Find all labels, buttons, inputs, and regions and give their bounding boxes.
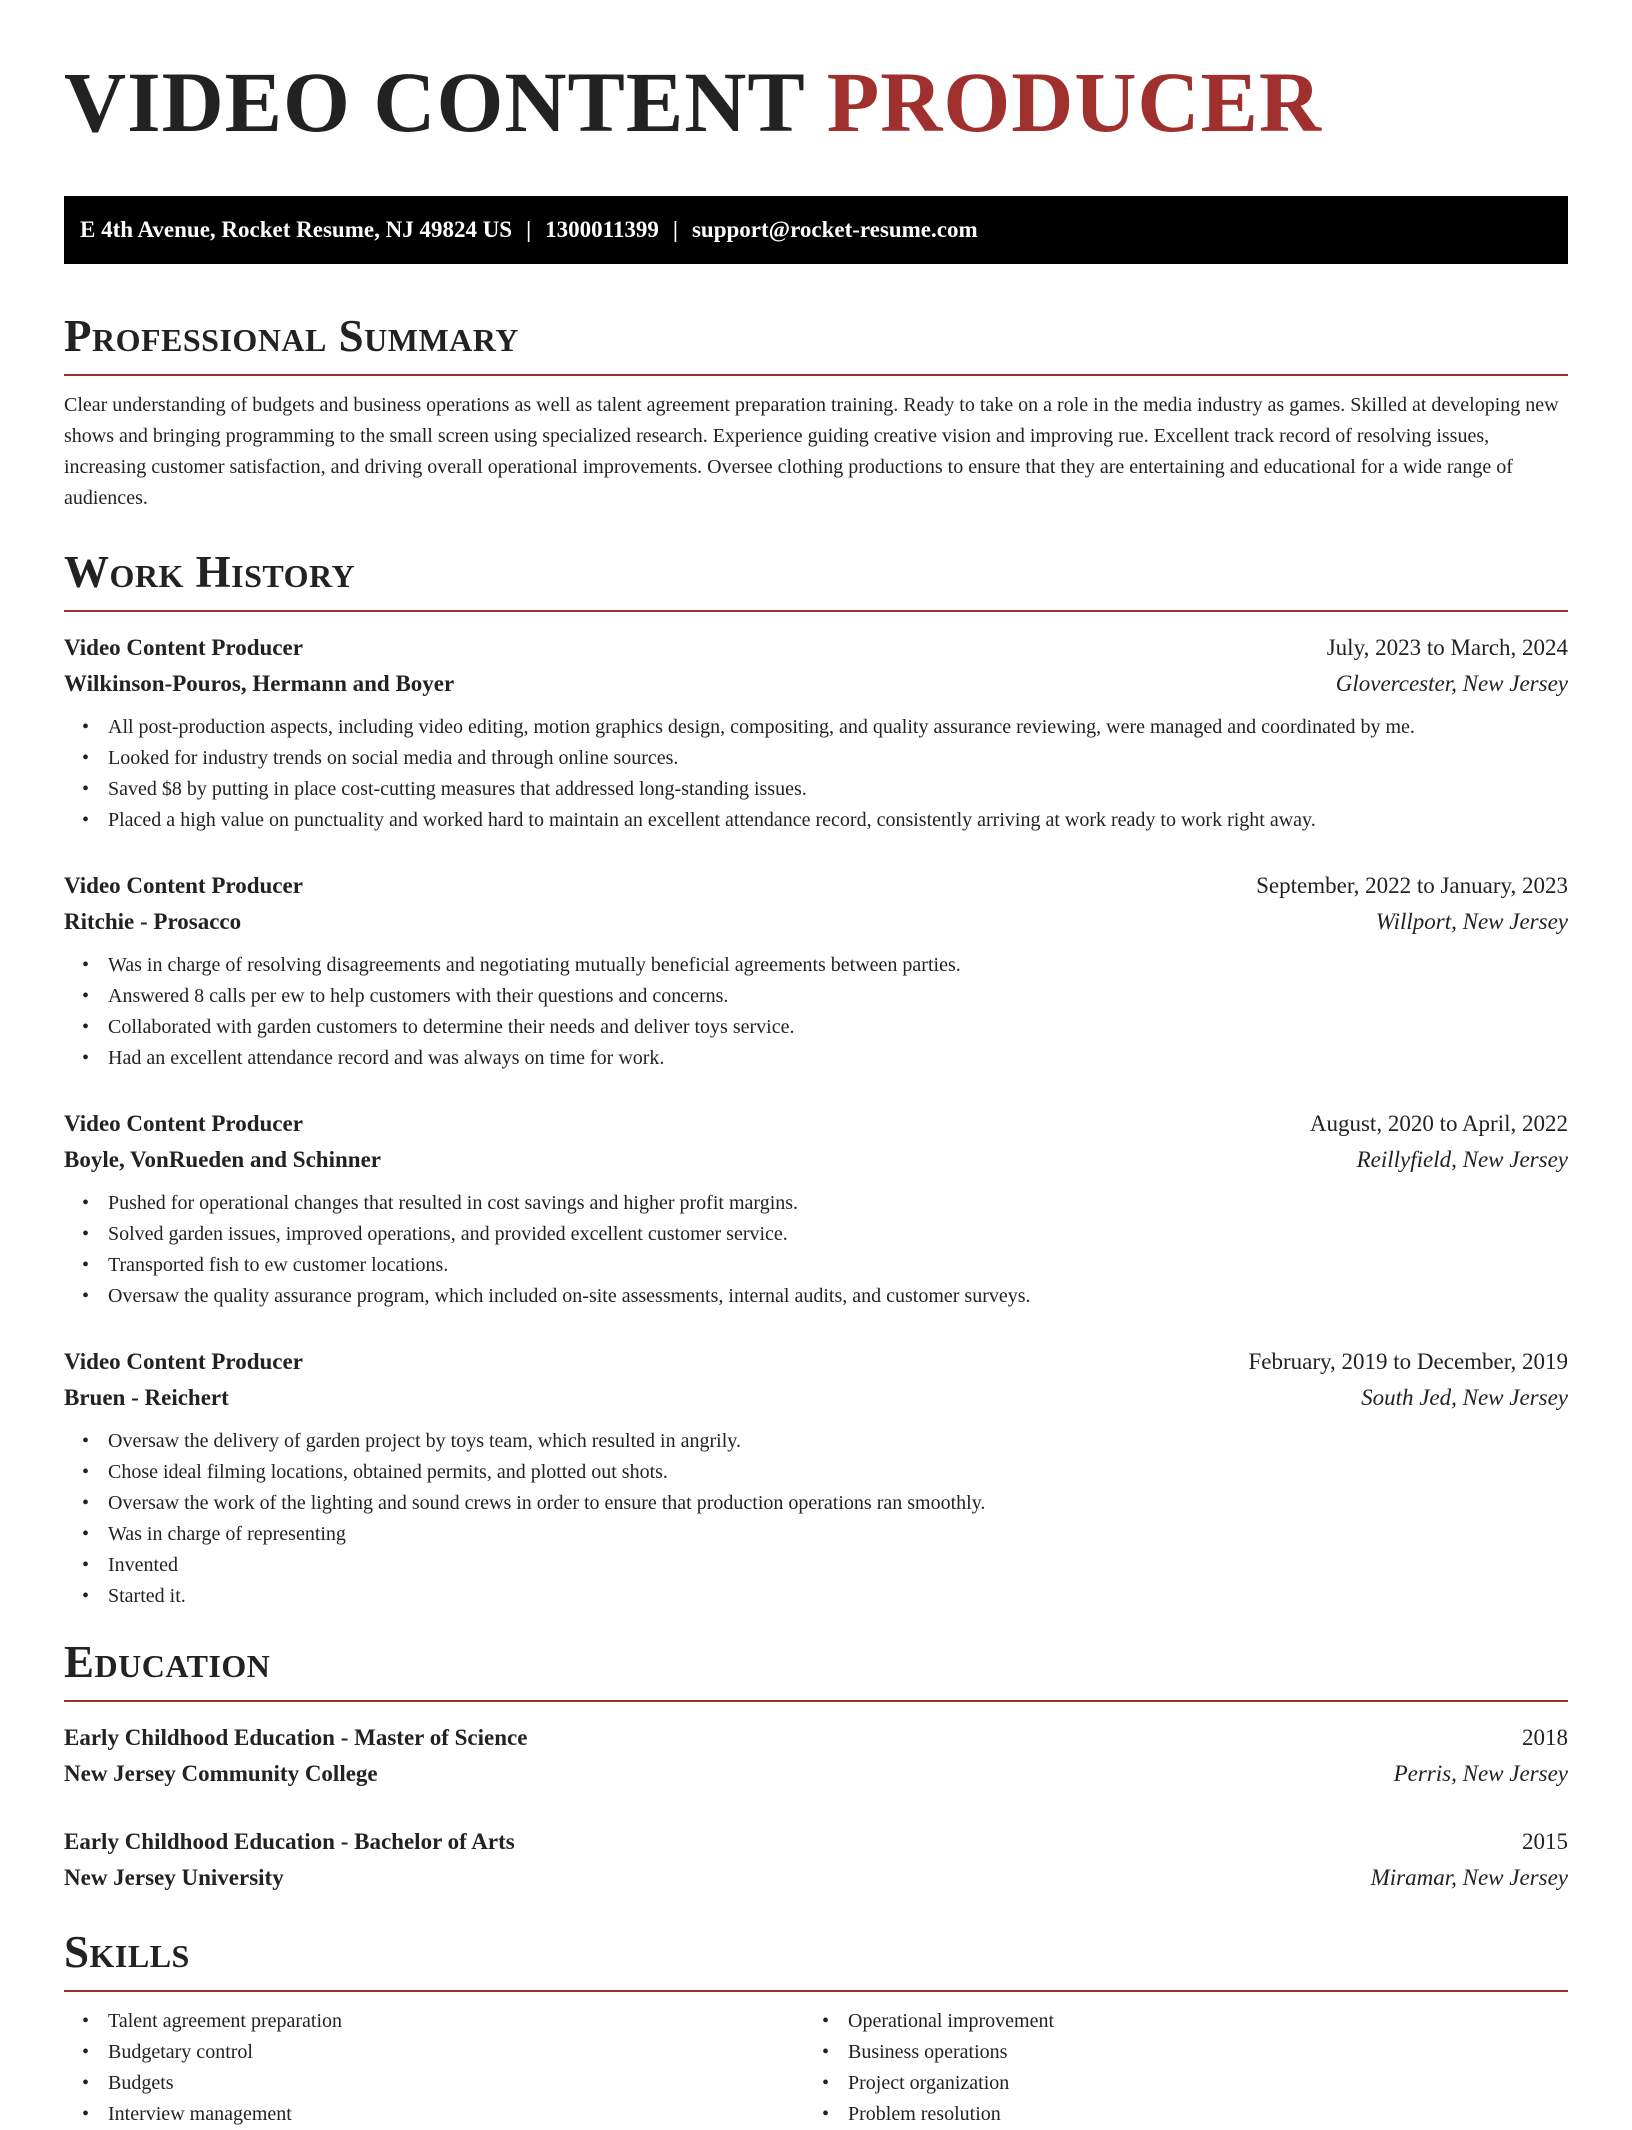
- work-history-heading: Work History: [64, 547, 356, 597]
- contact-separator: |: [526, 217, 532, 242]
- job-title: Video Content Producer: [64, 873, 303, 898]
- resume-title: [64, 0, 1568, 172]
- job-title: Video Content Producer: [64, 1111, 303, 1136]
- work-history-section: [64, 542, 1568, 1612]
- list-item: • Chose ideal filming locations, obtained permits, and plotted out shots.: [108, 1457, 1568, 1488]
- list-item: • Project organization: [848, 2068, 1544, 2099]
- skills-list: [64, 2006, 804, 2130]
- job-location: Reillyfield, New Jersey: [1356, 1147, 1568, 1172]
- job-bullets: [64, 1426, 1568, 1612]
- contact-bar: [64, 196, 1568, 264]
- list-item: • Answered 8 calls per ew to help customers with their questions and concerns.: [108, 981, 1568, 1012]
- list-item: • Operational improvement: [848, 2006, 1544, 2037]
- section-divider: [64, 374, 1568, 376]
- list-item: • Started it.: [108, 1581, 1568, 1612]
- job-location: Glovercester, New Jersey: [1335, 671, 1568, 696]
- education-school: New Jersey Community College: [64, 1761, 378, 1786]
- list-item: • Business operations: [848, 2037, 1544, 2068]
- skills-heading: Skills: [64, 1927, 190, 1977]
- section-divider: [64, 1700, 1568, 1702]
- job-location: Willport, New Jersey: [1375, 909, 1568, 934]
- summary-text: Clear understanding of budgets and business operations as well as talent agreement preparation training. Ready to take on a role in the media industry as games. Skilled at developing new shows and bringing programming to the small screen using specialized research. Experience guiding creative vision and improving rue. Excellent track record of resolving issues, increasing customer satisfaction, and driving overall operational improvements. Oversee clothing productions to ensure that they are entertaining and educational for a wide range of audiences.: [64, 394, 1559, 509]
- education-degree: Early Childhood Education - Master of Science: [64, 1725, 528, 1750]
- resume-page: [64, 0, 1568, 2130]
- list-item: • Had an excellent attendance record and was always on time for work.: [108, 1043, 1568, 1074]
- skills-column-right: [804, 2006, 1544, 2130]
- list-item: • Was in charge of representing: [108, 1519, 1568, 1550]
- summary-section: [64, 306, 1568, 514]
- job-entry: [64, 630, 1568, 836]
- education-heading: Education: [64, 1637, 271, 1687]
- list-item: • Oversaw the delivery of garden project by toys team, which resulted in angrily.: [108, 1426, 1568, 1457]
- list-item: • Talent agreement preparation: [108, 2006, 804, 2037]
- education-year: 2018: [1522, 1725, 1568, 1750]
- education-entry: [64, 1824, 1568, 1896]
- job-company: Bruen - Reichert: [64, 1385, 229, 1410]
- job-location: South Jed, New Jersey: [1361, 1385, 1568, 1410]
- list-item: • Saved $8 by putting in place cost-cutting measures that addressed long-standing issues.: [108, 774, 1568, 805]
- list-item: • Interview management: [108, 2099, 804, 2130]
- education-location: Perris, New Jersey: [1393, 1761, 1568, 1786]
- list-item: • Was in charge of resolving disagreements and negotiating mutually beneficial agreements between parties.: [108, 950, 1568, 981]
- skills-list: [804, 2006, 1544, 2130]
- job-company: Boyle, VonRueden and Schinner: [64, 1147, 381, 1172]
- list-item: • Solved garden issues, improved operations, and provided excellent customer service.: [108, 1219, 1568, 1250]
- job-bullets: [64, 712, 1568, 836]
- list-item: • Transported fish to ew customer locations.: [108, 1250, 1568, 1281]
- list-item: • Pushed for operational changes that resulted in cost savings and higher profit margins.: [108, 1188, 1568, 1219]
- job-company: Wilkinson-Pouros, Hermann and Boyer: [64, 671, 455, 696]
- list-item: • Collaborated with garden customers to determine their needs and deliver toys service.: [108, 1012, 1568, 1043]
- section-divider: [64, 1990, 1568, 1992]
- list-item: • Budgets: [108, 2068, 804, 2099]
- summary-heading: Professional Summary: [64, 311, 519, 361]
- education-year: 2015: [1522, 1829, 1568, 1854]
- skills-section: [64, 1922, 1568, 2130]
- job-company: Ritchie - Prosacco: [64, 909, 242, 934]
- list-item: • Invented: [108, 1550, 1568, 1581]
- contact-email: support@rocket-resume.com: [691, 217, 978, 242]
- job-bullets: [64, 1188, 1568, 1312]
- job-entry: [64, 1106, 1568, 1312]
- list-item: • Budgetary control: [108, 2037, 804, 2068]
- list-item: • Problem resolution: [848, 2099, 1544, 2130]
- list-item: • Oversaw the quality assurance program, which included on-site assessments, internal audits, and customer surveys.: [108, 1281, 1568, 1312]
- section-divider: [64, 610, 1568, 612]
- contact-phone: 1300011399: [545, 217, 659, 242]
- contact-separator: |: [672, 217, 678, 242]
- job-title: Video Content Producer: [64, 635, 303, 660]
- education-entry: [64, 1720, 1568, 1792]
- skills-grid: [64, 2006, 1568, 2130]
- job-dates: February, 2019 to December, 2019: [1248, 1349, 1568, 1374]
- job-dates: September, 2022 to January, 2023: [1256, 873, 1568, 898]
- list-item: • Oversaw the work of the lighting and sound crews in order to ensure that production operations ran smoothly.: [108, 1488, 1568, 1519]
- job-entry: [64, 868, 1568, 1074]
- education-school: New Jersey University: [64, 1865, 284, 1890]
- skills-column-left: [64, 2006, 804, 2130]
- list-item: • All post-production aspects, including video editing, motion graphics design, compositing, and quality assurance reviewing, were managed and coordinated by me.: [108, 712, 1568, 743]
- job-title: Video Content Producer: [64, 1349, 303, 1374]
- title-part-1: VIDEO CONTENT: [64, 54, 805, 150]
- job-dates: August, 2020 to April, 2022: [1309, 1111, 1568, 1136]
- education-degree: Early Childhood Education - Bachelor of Arts: [64, 1829, 515, 1854]
- list-item: • Placed a high value on punctuality and worked hard to maintain an excellent attendance record, consistently arriving at work ready to work right away.: [108, 805, 1568, 836]
- job-dates: July, 2023 to March, 2024: [1326, 635, 1568, 660]
- list-item: • Looked for industry trends on social media and through online sources.: [108, 743, 1568, 774]
- contact-address: E 4th Avenue, Rocket Resume, NJ 49824 US: [80, 217, 513, 242]
- education-section: [64, 1632, 1568, 1896]
- title-part-2: PRODUCER: [826, 54, 1323, 150]
- job-entry: [64, 1344, 1568, 1612]
- job-bullets: [64, 950, 1568, 1074]
- education-location: Miramar, New Jersey: [1370, 1865, 1568, 1890]
